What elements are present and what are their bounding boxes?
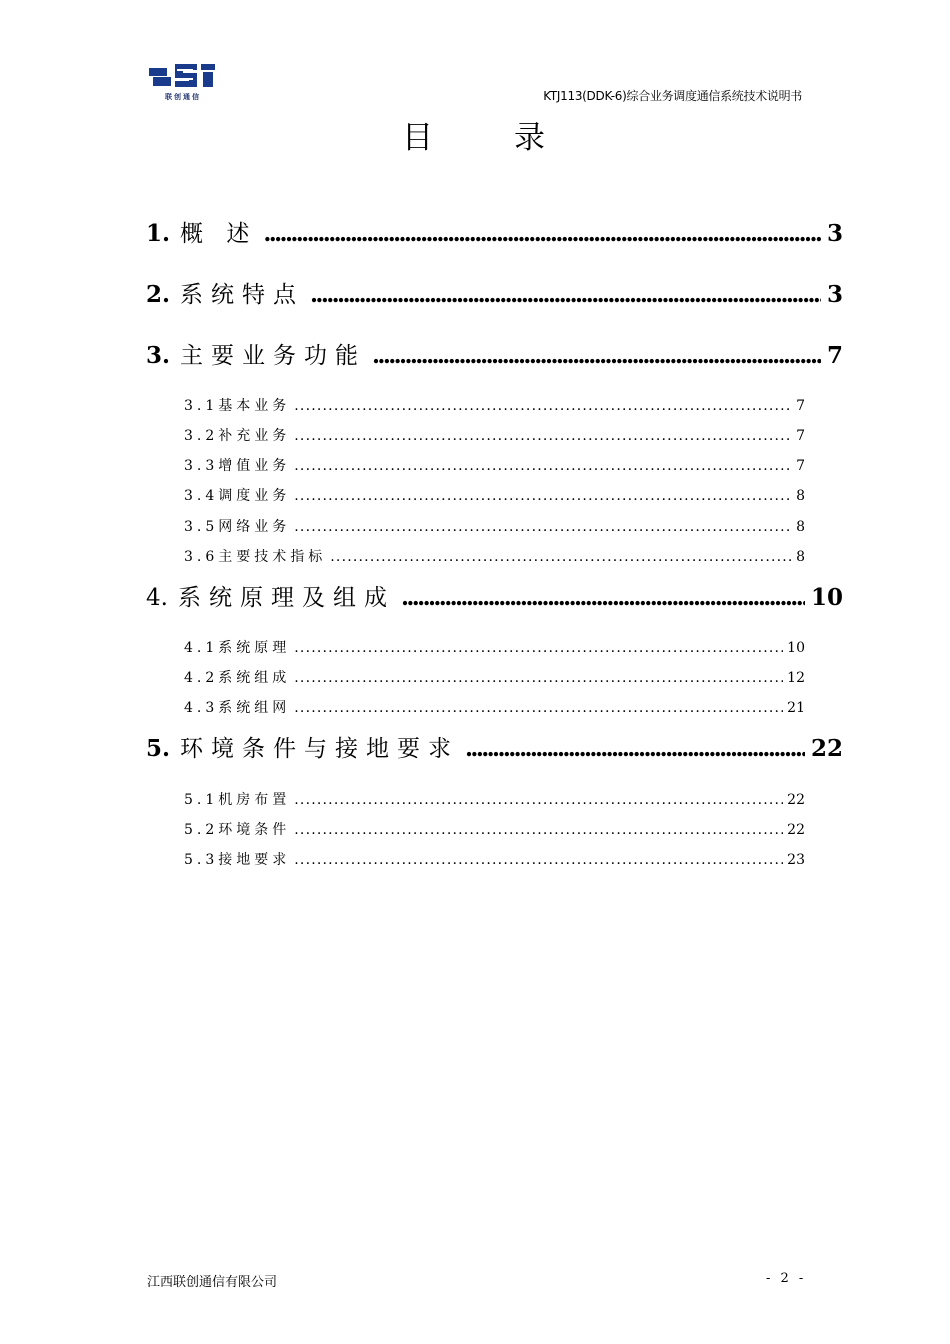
toc-entry-4[interactable]	[146, 579, 843, 609]
dot-leader	[465, 735, 805, 762]
toc-heading-char-2: 录	[514, 120, 545, 156]
toc-entry-page: 7	[796, 428, 805, 444]
dot-leader	[294, 488, 792, 504]
toc-entry-4-2[interactable]	[184, 667, 805, 687]
logo-mark-icon	[147, 60, 219, 92]
dot-leader	[294, 700, 783, 716]
dot-leader	[294, 398, 792, 414]
dot-leader	[294, 519, 792, 535]
toc-entry-number: 4.	[146, 585, 168, 611]
toc-entry-page: 21	[787, 700, 805, 716]
toc-entry-label: 5.3接地要求	[184, 852, 291, 868]
toc-entry-label: 4.2系统组成	[184, 670, 291, 686]
dot-leader	[294, 458, 792, 474]
toc-entry-3[interactable]	[146, 337, 843, 367]
logo-caption: 联创通信	[165, 93, 201, 101]
dot-leader	[294, 852, 783, 868]
toc-entry-5[interactable]	[146, 730, 843, 760]
toc-entry-title: 主要业务功能	[180, 343, 367, 369]
toc-entry-label: 3.3增值业务	[184, 458, 291, 474]
toc-entry-number: 3.	[146, 342, 171, 369]
toc-entry-label: 3.2补充业务	[184, 428, 291, 444]
toc-entry-label: 5.1机房布置	[184, 792, 291, 808]
document-header-title: KTJ113(DDK-6)综合业务调度通信系统技术说明书	[543, 89, 802, 103]
toc-entry-title: 概 述	[180, 221, 258, 247]
toc-entry-3-1[interactable]	[184, 395, 805, 415]
dot-leader	[294, 822, 783, 838]
toc-entry-label: 4.1系统原理	[184, 640, 291, 656]
toc-entry-page: 12	[787, 670, 805, 686]
dot-leader	[372, 342, 821, 369]
toc-entry-3-4[interactable]	[184, 485, 805, 505]
toc-entry-3-2[interactable]	[184, 425, 805, 445]
dot-leader	[294, 640, 783, 656]
toc-entry-page: 10	[810, 584, 843, 611]
toc-entry-3-6[interactable]	[184, 546, 805, 566]
toc-entry-page: 7	[826, 342, 843, 369]
toc-entry-page: 23	[787, 852, 805, 868]
toc-heading-char-1: 目	[402, 120, 433, 156]
toc-entry-page: 7	[796, 458, 805, 474]
toc-entry-2[interactable]	[146, 276, 843, 306]
dot-leader	[294, 428, 792, 444]
toc-entry-page: 10	[787, 640, 805, 656]
dot-leader	[294, 792, 783, 808]
company-logo	[147, 60, 219, 104]
toc-entry-page: 8	[796, 488, 805, 504]
toc-entry-4-3[interactable]	[184, 697, 805, 717]
toc-entry-page: 22	[810, 735, 843, 762]
toc-entry-label: 3.4调度业务	[184, 488, 291, 504]
dot-leader	[263, 220, 821, 247]
toc-entry-5-2[interactable]	[184, 819, 805, 839]
toc-entry-page: 7	[796, 398, 805, 414]
toc-entry-page: 8	[796, 519, 805, 535]
toc-entry-label: 3.1基本业务	[184, 398, 291, 414]
toc-entry-number: 1.	[146, 220, 171, 247]
toc-entry-title: 环境条件与接地要求	[180, 736, 460, 762]
dot-leader	[401, 584, 805, 611]
toc-entry-number: 2.	[146, 281, 171, 308]
toc-entry-4-1[interactable]	[184, 637, 805, 657]
toc-entry-page: 22	[787, 792, 805, 808]
toc-entry-3-3[interactable]	[184, 455, 805, 475]
dot-leader	[310, 281, 821, 308]
toc-entry-page: 3	[826, 220, 843, 247]
toc-entry-page: 8	[796, 549, 805, 565]
toc-entry-1[interactable]	[146, 215, 843, 245]
dot-leader	[330, 549, 792, 565]
toc-entry-page: 22	[787, 822, 805, 838]
toc-entry-number: 5.	[146, 735, 171, 762]
toc-entry-3-5[interactable]	[184, 516, 805, 536]
toc-entry-label: 3.6主要技术指标	[184, 549, 327, 565]
toc-entry-title: 系统特点	[180, 282, 305, 308]
toc-entry-page: 3	[826, 281, 843, 308]
dot-leader	[294, 670, 783, 686]
toc-entry-5-3[interactable]	[184, 849, 805, 869]
toc-entry-5-1[interactable]	[184, 789, 805, 809]
footer-page-number: - 2 -	[766, 1271, 807, 1286]
toc-entry-title: 系统原理及组成	[177, 585, 395, 611]
footer-company: 江西联创通信有限公司	[147, 1275, 278, 1290]
toc-entry-label: 4.3系统组网	[184, 700, 291, 716]
toc-entry-label: 3.5网络业务	[184, 519, 291, 535]
toc-entry-label: 5.2环境条件	[184, 822, 291, 838]
